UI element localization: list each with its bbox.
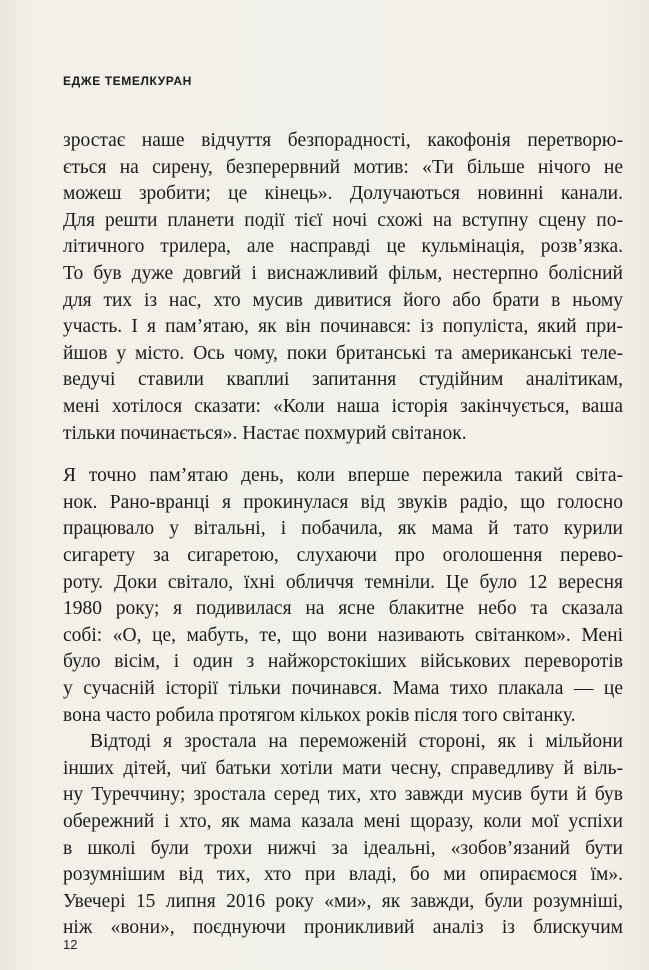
text-line: роту. Доки світало, їхні обличчя темніли. Це було 12 вересня bbox=[63, 572, 623, 593]
text-line: у сучасній історії тільки починався. Мама тихо плакала — це bbox=[63, 678, 623, 699]
text-line: тільки починається». Настає похмурий світанок. bbox=[63, 423, 467, 444]
text-line: вона часто робила протягом кількох років після того світанку. bbox=[63, 705, 576, 726]
page-number: 12 bbox=[63, 937, 78, 952]
running-head: ЕДЖЕ ТЕМЕЛКУРАН bbox=[63, 74, 192, 88]
text-line: інших дітей, чиї батьки хотіли мати чесну, справедливу й віль- bbox=[63, 758, 623, 779]
text-line: для тих із нас, хто мусив дивитися його або брати в ньому bbox=[63, 290, 623, 311]
text-line: літичного трилера, але насправді це кульмінація, розв’язка. bbox=[63, 236, 623, 257]
text-line: 1980 року; я подивилася на ясне блакитне небо та сказала bbox=[63, 598, 623, 619]
text-line: ніж «вони», поєднуючи проникливий аналіз із блискучим bbox=[63, 917, 623, 938]
text-line: Для решти планети події тієї ночі схожі на вступну сцену по- bbox=[63, 210, 623, 231]
text-line: мені хотілося сказати: «Коли наша історія закінчується, ваша bbox=[63, 396, 623, 417]
text-line: можеш зробити; це кінець». Долучаються новинні канали. bbox=[63, 183, 623, 204]
text-line: собі: «О, це, мабуть, те, що вони називають світанком». Мені bbox=[63, 625, 623, 646]
text-line: Увечері 15 липня 2016 року «ми», як завжди, були розумніші, bbox=[63, 891, 623, 912]
text-line: ведучі ставили кваплиі запитання студійним аналітикам, bbox=[63, 369, 623, 390]
text-line: То був дуже довгий і виснажливий фільм, нестерпно болісний bbox=[63, 263, 623, 284]
text-line: зростає наше відчуття безпорадності, какофонія перетворю- bbox=[63, 130, 623, 151]
text-line: сигарету за сигаретою, слухаючи про оголошення перево- bbox=[63, 545, 623, 566]
text-line: було вісім, і один з найжорстокіших військових переворотів bbox=[63, 651, 623, 672]
text-line: Я точно пам’ятаю день, коли вперше пережила такий світа- bbox=[63, 465, 623, 486]
text-line: працювало у вітальні, і побачила, як мама й тато курили bbox=[63, 518, 623, 539]
text-line: нок. Рано-вранці я прокинулася від звуків радіо, що голосно bbox=[63, 492, 623, 513]
text-line: ється на сирену, безперервний мотив: «Ти більше нічого не bbox=[63, 157, 623, 178]
text-line: обережний і хто, як мама казала мені щоразу, коли мої успіхи bbox=[63, 811, 623, 832]
text-line: участь. І я пам’ятаю, як він починався: із популіста, який при- bbox=[63, 316, 623, 337]
text-line: розумнішим від тих, хто при владі, бо ми опираємося їм». bbox=[63, 864, 623, 885]
text-line: йшов у місто. Ось чому, поки британські та американські теле- bbox=[63, 343, 623, 364]
text-line: ну Туреччину; зростала серед тих, хто завжди мусив бути й був bbox=[63, 784, 623, 805]
text-line: Відтоді я зростала на переможеній стороні, як і мільйони bbox=[90, 731, 623, 752]
text-line: в школі були трохи нижчі за ідеальні, «зобов’язаний бути bbox=[63, 838, 623, 859]
